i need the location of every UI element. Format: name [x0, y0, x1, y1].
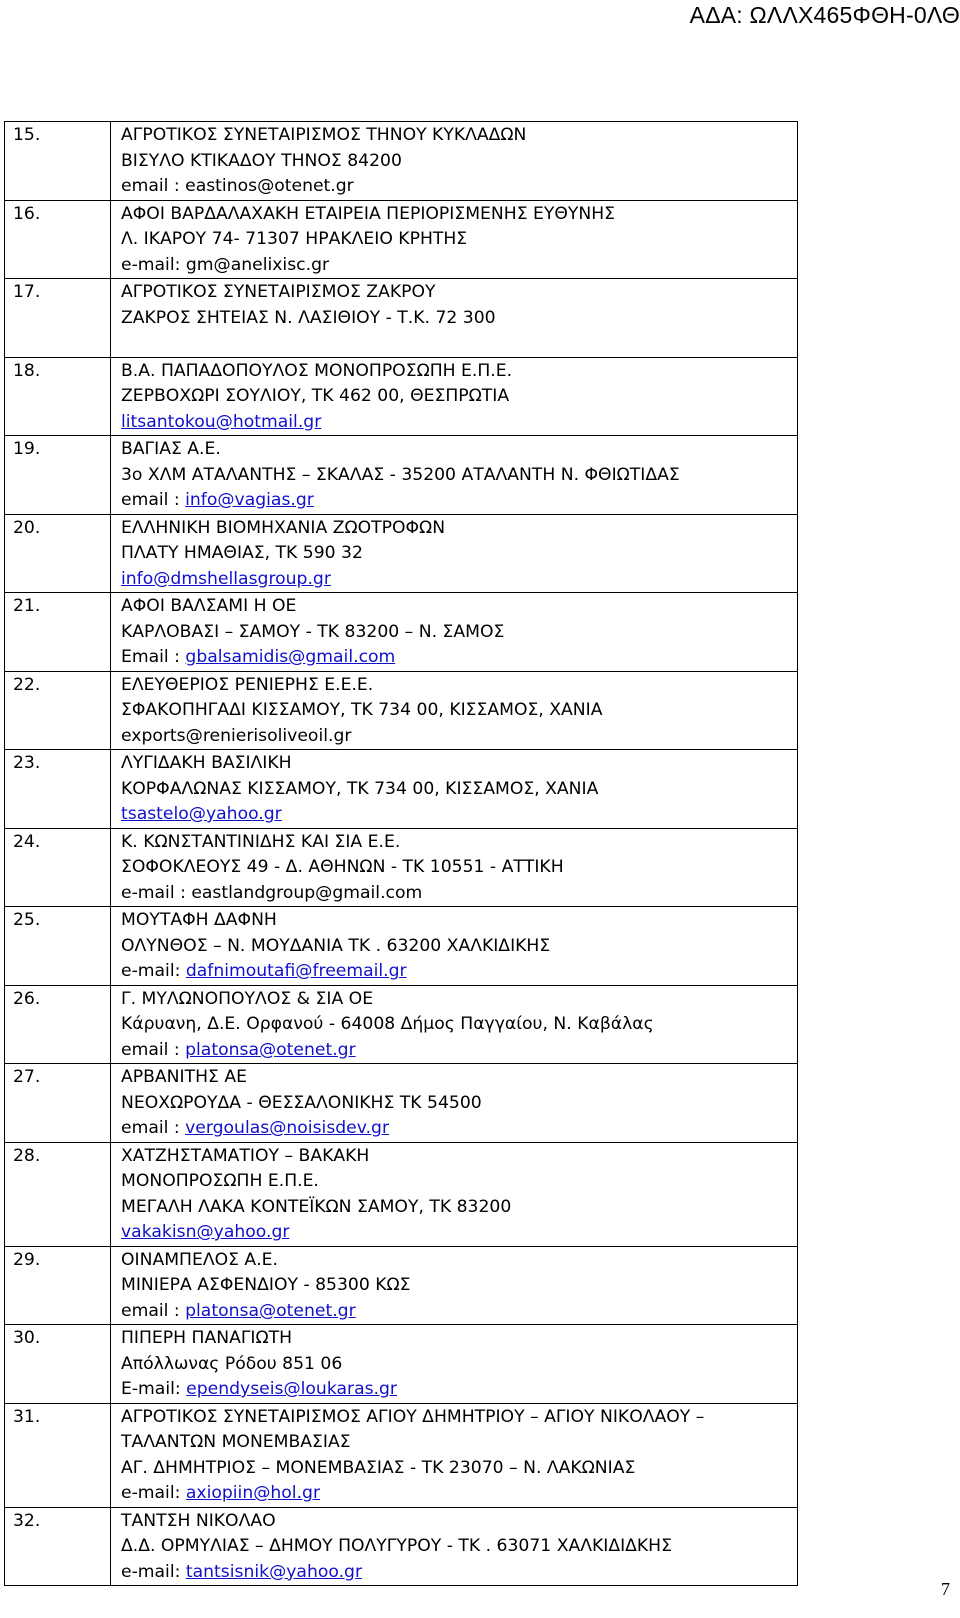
entry-number: 32. — [5, 1507, 111, 1586]
entry-line: ΝΕΟΧΩΡΟΥΔΑ - ΘΕΣΣΑΛΟΝΙΚΗΣ ΤΚ 54500 — [121, 1092, 482, 1113]
entry-line: ΑΦΟΙ ΒΑΡΔΑΛΑΧΑΚΗ ΕΤΑΙΡΕΙΑ ΠΕΡΙΟΡΙΣΜΕΝΗΣ ΕΥΘΥΝΗΣ — [121, 203, 616, 224]
entry-line: Απόλλωνας Ρόδου 851 06 — [121, 1353, 343, 1374]
entry-line: Γ. ΜΥΛΩΝΟΠΟΥΛΟΣ & ΣΙΑ ΟΕ — [121, 988, 374, 1009]
entry-line: ΕΛΛΗΝΙΚΗ ΒΙΟΜΗΧΑΝΙΑ ΖΩΟΤΡΟΦΩΝ — [121, 517, 446, 538]
entry-number: 26. — [5, 985, 111, 1064]
entry-line: ΖΕΡΒΟΧΩΡΙ ΣΟΥΛΙΟΥ, ΤΚ 462 00, ΘΕΣΠΡΩΤΙΑ — [121, 386, 510, 406]
entry-details — [111, 750, 798, 829]
company-list-table — [4, 121, 798, 1586]
email-label: e-mail: — [121, 1561, 186, 1582]
entry-line: ΒΙΣΥΛΟ ΚΤΙΚΑΔΟΥ ΤΗΝΟΣ 84200 — [121, 150, 402, 171]
page-number: 7 — [941, 1579, 950, 1599]
entry-number: 29. — [5, 1246, 111, 1325]
entry-line: ΚΟΡΦΑΛΩΝΑΣ ΚΙΣΣΑΜΟΥ, ΤΚ 734 00, ΚΙΣΣΑΜΟΣ, ΧΑΝΙΑ — [121, 778, 599, 799]
email-label: e-mail: — [121, 254, 186, 275]
entry-details — [111, 907, 798, 986]
email-label: email : — [121, 1118, 186, 1138]
entry-line: ΜΕΓΑΛΗ ΛΑΚΑ ΚΟΝΤΕΪΚΩΝ ΣΑΜΟΥ, ΤΚ 83200 — [121, 1196, 512, 1217]
entry-details — [111, 1064, 798, 1143]
table-row — [5, 593, 798, 672]
entry-number: 24. — [5, 828, 111, 907]
email-line — [121, 1299, 797, 1325]
email-link[interactable]: tantsisnik@yahoo.gr — [185, 1561, 363, 1582]
entry-line: Δ.Δ. ΟΡΜΥΛΙΑΣ – ΔΗΜΟΥ ΠΟΛΥΓΥΡΟΥ - ΤΚ . 63071 ΧΑΛΚΙΔΙΔΚΗΣ — [121, 1536, 672, 1556]
email-link[interactable]: vergoulas@noisisdev.gr — [185, 1118, 390, 1138]
entry-line: ΟΙΝΑΜΠΕΛΟΣ Α.Ε. — [121, 1249, 278, 1270]
table-row — [5, 985, 798, 1064]
entry-details — [111, 1507, 798, 1586]
entry-line: ΑΓΡΟΤΙΚΟΣ ΣΥΝΕΤΑΙΡΙΣΜΟΣ ΑΓΙΟΥ ΔΗΜΗΤΡΙΟΥ – ΑΓΙΟΥ ΝΙΚΟΛΑΟΥ – — [121, 1406, 705, 1427]
entry-number: 28. — [5, 1142, 111, 1246]
table-row — [5, 279, 798, 358]
email-link[interactable]: platonsa@otenet.gr — [185, 1039, 356, 1060]
email-label: Email : — [121, 647, 186, 667]
entry-line: ΣΟΦΟΚΛΕΟΥΣ 49 - Δ. ΑΘΗΝΩΝ - ΤΚ 10551 - ΑΤΤΙΚΗ — [121, 857, 564, 877]
entry-line: ΛΥΓΙΔΑΚΗ ΒΑΣΙΛΙΚΗ — [121, 753, 292, 773]
email-line — [121, 1220, 797, 1246]
entry-line: Κ. ΚΩΝΣΤΑΝΤΙΝΙΔΗΣ ΚΑΙ ΣΙΑ Ε.Ε. — [121, 831, 401, 852]
email-link[interactable]: litsantokou@hotmail.gr — [121, 411, 322, 432]
entry-line: Λ. ΙΚΑΡΟΥ 74- 71307 ΗΡΑΚΛΕΙΟ ΚΡΗΤΗΣ — [121, 229, 468, 249]
entry-line: ΒΑΓΙΑΣ Α.Ε. — [121, 439, 221, 459]
table-row — [5, 1507, 798, 1586]
email-label: e-mail : — [121, 882, 192, 903]
entry-line: ΤΑΛΑΝΤΩΝ ΜΟΝΕΜΒΑΣΙΑΣ — [121, 1432, 351, 1452]
email-text: eastlandgroup@gmail.com — [191, 882, 423, 903]
email-line — [121, 881, 797, 907]
email-line — [121, 488, 797, 514]
table-row — [5, 907, 798, 986]
table-row — [5, 122, 798, 201]
email-line — [121, 959, 797, 985]
entry-details — [111, 985, 798, 1064]
entry-number: 27. — [5, 1064, 111, 1143]
table-row — [5, 1246, 798, 1325]
email-label: email : — [121, 176, 186, 196]
entry-details — [111, 593, 798, 672]
table-row — [5, 750, 798, 829]
email-link[interactable]: ependyseis@loukaras.gr — [186, 1379, 397, 1399]
entry-number: 30. — [5, 1325, 111, 1404]
entry-details — [111, 279, 798, 358]
entry-line: ΚΑΡΛΟΒΑΣΙ – ΣΑΜΟΥ - ΤΚ 83200 – Ν. ΣΑΜΟΣ — [121, 621, 505, 642]
email-line — [121, 1560, 797, 1586]
entry-line: ΣΦΑΚΟΠΗΓΑΔΙ ΚΙΣΣΑΜΟΥ, ΤΚ 734 00, ΚΙΣΣΑΜΟΣ, ΧΑΝΙΑ — [121, 700, 603, 720]
entry-number: 19. — [5, 436, 111, 515]
entry-line — [121, 331, 797, 357]
email-link[interactable]: gbalsamidis@gmail.com — [185, 647, 396, 667]
entry-line: ΕΛΕΥΘΕΡΙΟΣ ΡΕΝΙΕΡΗΣ Ε.Ε.Ε. — [121, 674, 374, 695]
entry-line: Β.Α. ΠΑΠΑΔΟΠΟΥΛΟΣ ΜΟΝΟΠΡΟΣΩΠΗ Ε.Π.Ε. — [121, 360, 513, 381]
entry-number: 20. — [5, 514, 111, 593]
entry-line: ΜΟΝΟΠΡΟΣΩΠΗ Ε.Π.Ε. — [121, 1171, 319, 1191]
entry-line: ΠΛΑΤΥ ΗΜΑΘΙΑΣ, ΤΚ 590 32 — [121, 543, 363, 563]
table-row — [5, 357, 798, 436]
entry-line: ΜΙΝΙΕΡΑ ΑΣΦΕΝΔΙΟΥ - 85300 ΚΩΣ — [121, 1275, 411, 1295]
email-link[interactable]: info@dmshellasgroup.gr — [121, 568, 331, 589]
email-line — [121, 724, 797, 750]
email-link[interactable]: dafnimoutafi@freemail.gr — [185, 961, 407, 981]
entry-line: ΖΑΚΡΟΣ ΣΗΤΕΙΑΣ Ν. ΛΑΣΙΘΙΟΥ - Τ.Κ. 72 300 — [121, 307, 496, 328]
entry-line: ΧΑΤΖΗΣΤΑΜΑΤΙΟΥ – ΒΑΚΑΚΗ — [121, 1145, 370, 1166]
entry-number: 15. — [5, 122, 111, 201]
email-label: E-mail: — [121, 1379, 187, 1399]
table-row — [5, 1142, 798, 1246]
table-row — [5, 1064, 798, 1143]
table-row — [5, 671, 798, 750]
ada-code: ΑΔΑ: ΩΛΛΧ465ΦΘΗ-0ΛΘ — [689, 2, 960, 28]
table-row — [5, 828, 798, 907]
entry-number: 22. — [5, 671, 111, 750]
email-label: e-mail: — [121, 961, 186, 981]
entry-number: 18. — [5, 357, 111, 436]
table-row — [5, 1403, 798, 1507]
entry-details — [111, 671, 798, 750]
email-line — [121, 410, 797, 436]
email-text: eastinos@otenet.gr — [185, 176, 354, 196]
entry-number: 16. — [5, 200, 111, 279]
entry-line: ΜΟΥΤΑΦΗ ΔΑΦΝΗ — [121, 910, 277, 930]
entry-line: ΑΓΡΟΤΙΚΟΣ ΣΥΝΕΤΑΙΡΙΣΜΟΣ ΖΑΚΡΟΥ — [121, 282, 436, 302]
email-label: email : — [121, 1039, 186, 1060]
entry-details — [111, 1403, 798, 1507]
entry-line: ΑΓ. ΔΗΜΗΤΡΙΟΣ – ΜΟΝΕΜΒΑΣΙΑΣ - ΤΚ 23070 – Ν. ΛΑΚΩΝΙΑΣ — [121, 1457, 636, 1478]
email-text: gm@anelixisc.gr — [185, 254, 330, 275]
email-text: exports@renierisoliveoil.gr — [121, 725, 352, 746]
entry-line: ΑΡΒΑΝΙΤΗΣ ΑΕ — [121, 1067, 247, 1087]
email-link[interactable]: tsastelo@yahoo.gr — [121, 804, 282, 824]
entry-details — [111, 1325, 798, 1404]
email-line — [121, 174, 797, 200]
entry-details — [111, 200, 798, 279]
email-label: e-mail: — [121, 1483, 186, 1503]
entry-details — [111, 436, 798, 515]
email-line — [121, 1116, 797, 1142]
entry-details — [111, 122, 798, 201]
table-row — [5, 514, 798, 593]
email-line — [121, 1481, 797, 1507]
entry-line: Κάρυανη, Δ.Ε. Ορφανού - 64008 Δήμος Παγγαίου, Ν. Καβάλας — [121, 1014, 654, 1034]
entry-line: ΤΑΝΤΣΗ ΝΙΚΟΛΑΟ — [121, 1510, 276, 1531]
email-line — [121, 1377, 797, 1403]
entry-line: ΠΙΠΕΡΗ ΠΑΝΑΓΙΩΤΗ — [121, 1328, 293, 1348]
email-line — [121, 567, 797, 593]
entry-line: ΑΓΡΟΤΙΚΟΣ ΣΥΝΕΤΑΙΡΙΣΜΟΣ ΤΗΝΟΥ ΚΥΚΛΑΔΩΝ — [121, 125, 527, 145]
email-label: email : — [121, 490, 186, 510]
email-link[interactable]: vakakisn@yahoo.gr — [121, 1222, 290, 1242]
email-link[interactable]: platonsa@otenet.gr — [185, 1300, 356, 1321]
entry-details — [111, 514, 798, 593]
email-line — [121, 253, 797, 279]
email-line — [121, 645, 797, 671]
table-row — [5, 1325, 798, 1404]
entry-number: 25. — [5, 907, 111, 986]
entry-number: 17. — [5, 279, 111, 358]
entry-details — [111, 357, 798, 436]
entry-line: 3ο ΧΛΜ ΑΤΑΛΑΝΤΗΣ – ΣΚΑΛΑΣ - 35200 ΑΤΑΛΑΝΤΗ Ν. ΦΘΙΩΤΙΔΑΣ — [121, 464, 680, 485]
entry-line: ΟΛΥΝΘΟΣ – Ν. ΜΟΥΔΑΝΙΑ ΤΚ . 63200 ΧΑΛΚΙΔΙΚΗΣ — [121, 935, 551, 956]
entry-number: 23. — [5, 750, 111, 829]
email-label: email : — [121, 1300, 186, 1321]
entry-details — [111, 828, 798, 907]
entry-line: ΑΦΟΙ ΒΑΛΣΑΜΙ Η ΟΕ — [121, 596, 297, 616]
email-link[interactable]: axiopiin@hol.gr — [185, 1483, 321, 1503]
entry-details — [111, 1142, 798, 1246]
email-line — [121, 1038, 797, 1064]
entry-number: 31. — [5, 1403, 111, 1507]
email-link[interactable]: info@vagias.gr — [185, 490, 314, 510]
email-line — [121, 802, 797, 828]
table-row — [5, 436, 798, 515]
table-row — [5, 200, 798, 279]
entry-details — [111, 1246, 798, 1325]
entry-number: 21. — [5, 593, 111, 672]
